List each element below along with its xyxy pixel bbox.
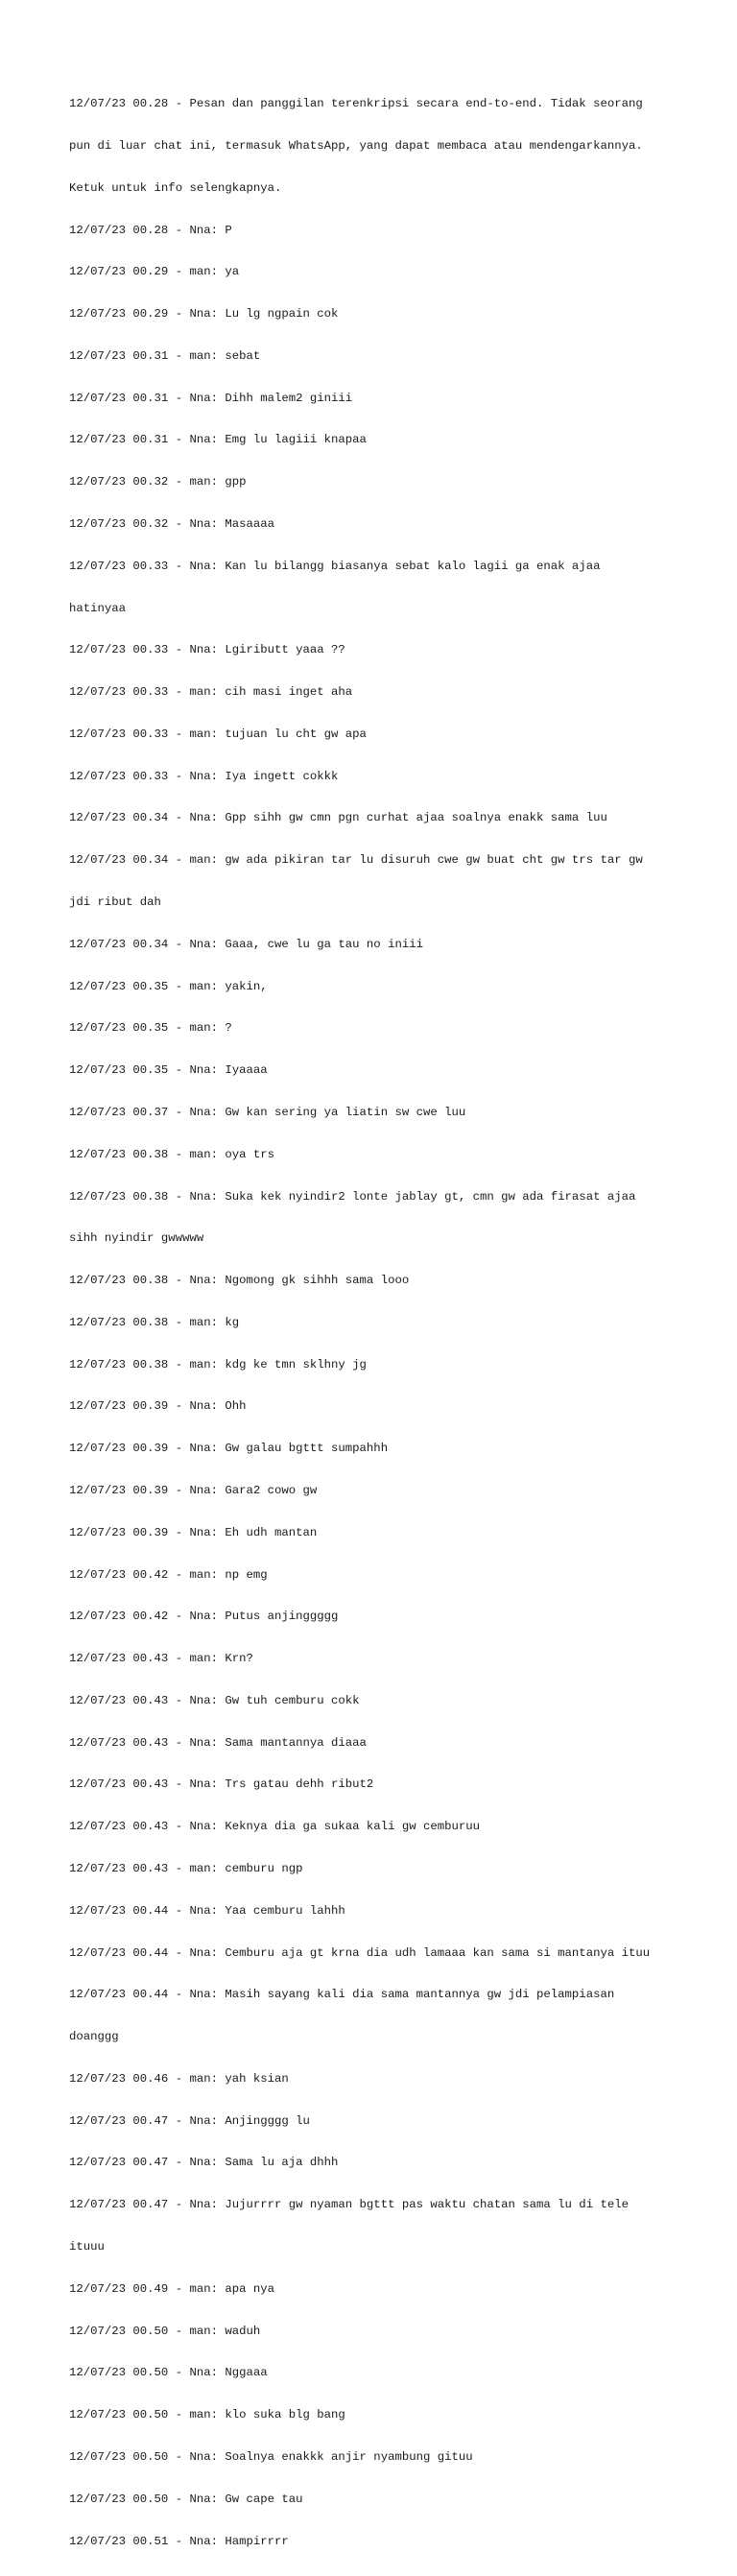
log-line: 12/07/23 00.34 - man: gw ada pikiran tar lu disuruh cwe gw buat cht gw trs tar gw	[69, 853, 643, 868]
log-line: 12/07/23 00.38 - Nna: Suka kek nyindir2 lonte jablay gt, cmn gw ada firasat ajaa	[69, 1189, 636, 1204]
log-line: 12/07/23 00.43 - Nna: Gw tuh cemburu cokk	[69, 1693, 360, 1707]
log-line: 12/07/23 00.33 - Nna: Kan lu bilangg biasanya sebat kalo lagii ga enak ajaa	[69, 559, 601, 573]
log-line: 12/07/23 00.34 - Nna: Gpp sihh gw cmn pgn curhat ajaa soalnya enakk sama luu	[69, 811, 607, 825]
log-line: 12/07/23 00.38 - Nna: Ngomong gk sihhh sama looo	[69, 1274, 410, 1288]
log-line: 12/07/23 00.39 - Nna: Gw galau bgttt sumpahhh	[69, 1442, 389, 1456]
log-line: 12/07/23 00.29 - Nna: Lu lg ngpain cok	[69, 307, 339, 322]
log-line: 12/07/23 00.33 - man: cih masi inget aha	[69, 685, 353, 700]
log-line: 12/07/23 00.50 - Nna: Nggaaa	[69, 2366, 268, 2380]
log-line: 12/07/23 00.39 - Nna: Eh udh mantan	[69, 1525, 318, 1539]
log-line: 12/07/23 00.35 - man: yakin,	[69, 979, 268, 993]
log-line: 12/07/23 00.43 - man: cemburu ngp	[69, 1862, 303, 1875]
log-line: 12/07/23 00.50 - Nna: Gw cape tau	[69, 2492, 303, 2506]
log-line: 12/07/23 00.35 - man: ?	[69, 1021, 232, 1036]
log-line: 12/07/23 00.44 - Nna: Cemburu aja gt krna dia udh lamaaa kan sama si mantanya ituu	[69, 1945, 651, 1960]
log-line: jdi ribut dah	[69, 895, 161, 910]
log-line: 12/07/23 00.46 - man: yah ksian	[69, 2071, 289, 2086]
log-line: 12/07/23 00.39 - Nna: Gara2 cowo gw	[69, 1483, 318, 1497]
log-line: hatinyaa	[69, 601, 127, 615]
log-line: 12/07/23 00.44 - Nna: Masih sayang kali dia sama mantannya gw jdi pelampiasan	[69, 1988, 615, 2002]
log-line: 12/07/23 00.47 - Nna: Anjingggg lu	[69, 2113, 310, 2128]
log-line: 12/07/23 00.43 - Nna: Trs gatau dehh ribut2	[69, 1777, 374, 1792]
log-line: 12/07/23 00.33 - Nna: Lgiributt yaaa ??	[69, 643, 345, 657]
log-line: 12/07/23 00.50 - man: klo suka blg bang	[69, 2408, 345, 2422]
log-line: 12/07/23 00.44 - Nna: Yaa cemburu lahhh	[69, 1903, 345, 1918]
log-line: 12/07/23 00.38 - man: kg	[69, 1315, 240, 1329]
log-line: 12/07/23 00.42 - man: np emg	[69, 1567, 268, 1582]
log-line: 12/07/23 00.43 - Nna: Keknya dia ga sukaa kali gw cemburuu	[69, 1820, 481, 1834]
log-line: 12/07/23 00.34 - Nna: Gaaa, cwe lu ga tau no iniii	[69, 937, 423, 951]
log-line: 12/07/23 00.32 - Nna: Masaaaa	[69, 517, 275, 531]
log-line: 12/07/23 00.31 - Nna: Emg lu lagiii knapaa	[69, 433, 367, 447]
log-line: 12/07/23 00.43 - man: Krn?	[69, 1652, 253, 1666]
log-line: Ketuk untuk info selengkapnya.	[69, 180, 282, 195]
log-line: 12/07/23 00.31 - Nna: Dihh malem2 giniii	[69, 391, 353, 405]
chat-log-text	[69, 69, 668, 2576]
log-line: 12/07/23 00.42 - Nna: Putus anjinggggg	[69, 1610, 339, 1624]
log-line: 12/07/23 00.38 - man: kdg ke tmn sklhny jg	[69, 1357, 367, 1371]
log-line: 12/07/23 00.47 - Nna: Sama lu aja dhhh	[69, 2156, 339, 2170]
log-line: 12/07/23 00.43 - Nna: Sama mantannya diaaa	[69, 1735, 367, 1750]
log-line: 12/07/23 00.32 - man: gpp	[69, 475, 247, 489]
log-line: 12/07/23 00.39 - Nna: Ohh	[69, 1399, 247, 1414]
log-line: ituuu	[69, 2240, 105, 2254]
log-line: 12/07/23 00.38 - man: oya trs	[69, 1147, 275, 1161]
log-line: 12/07/23 00.49 - man: apa nya	[69, 2281, 275, 2296]
log-line: 12/07/23 00.50 - Nna: Soalnya enakkk anjir nyambung gituu	[69, 2449, 473, 2464]
log-line: 12/07/23 00.35 - Nna: Iyaaaa	[69, 1063, 268, 1078]
log-line: 12/07/23 00.37 - Nna: Gw kan sering ya liatin sw cwe luu	[69, 1105, 466, 1119]
log-line: 12/07/23 00.47 - Nna: Jujurrrr gw nyaman bgttt pas waktu chatan sama lu di tele	[69, 2198, 629, 2212]
log-line: 12/07/23 00.31 - man: sebat	[69, 348, 261, 363]
log-line: pun di luar chat ini, termasuk WhatsApp, yang dapat membaca atau mendengarkannya.	[69, 138, 643, 153]
log-line: 12/07/23 00.51 - Nna: Hampirrrr	[69, 2534, 289, 2548]
log-line: 12/07/23 00.33 - Nna: Iya ingett cokkk	[69, 769, 339, 783]
log-line: 12/07/23 00.50 - man: waduh	[69, 2324, 261, 2338]
log-line: doanggg	[69, 2030, 119, 2044]
log-line: 12/07/23 00.33 - man: tujuan lu cht gw apa	[69, 727, 367, 741]
log-line: 12/07/23 00.28 - Pesan dan panggilan terenkripsi secara end-to-end. Tidak seorang	[69, 97, 643, 111]
log-line: sihh nyindir gwwwww	[69, 1231, 204, 1246]
log-line: 12/07/23 00.29 - man: ya	[69, 265, 240, 279]
log-line: 12/07/23 00.28 - Nna: P	[69, 223, 232, 237]
